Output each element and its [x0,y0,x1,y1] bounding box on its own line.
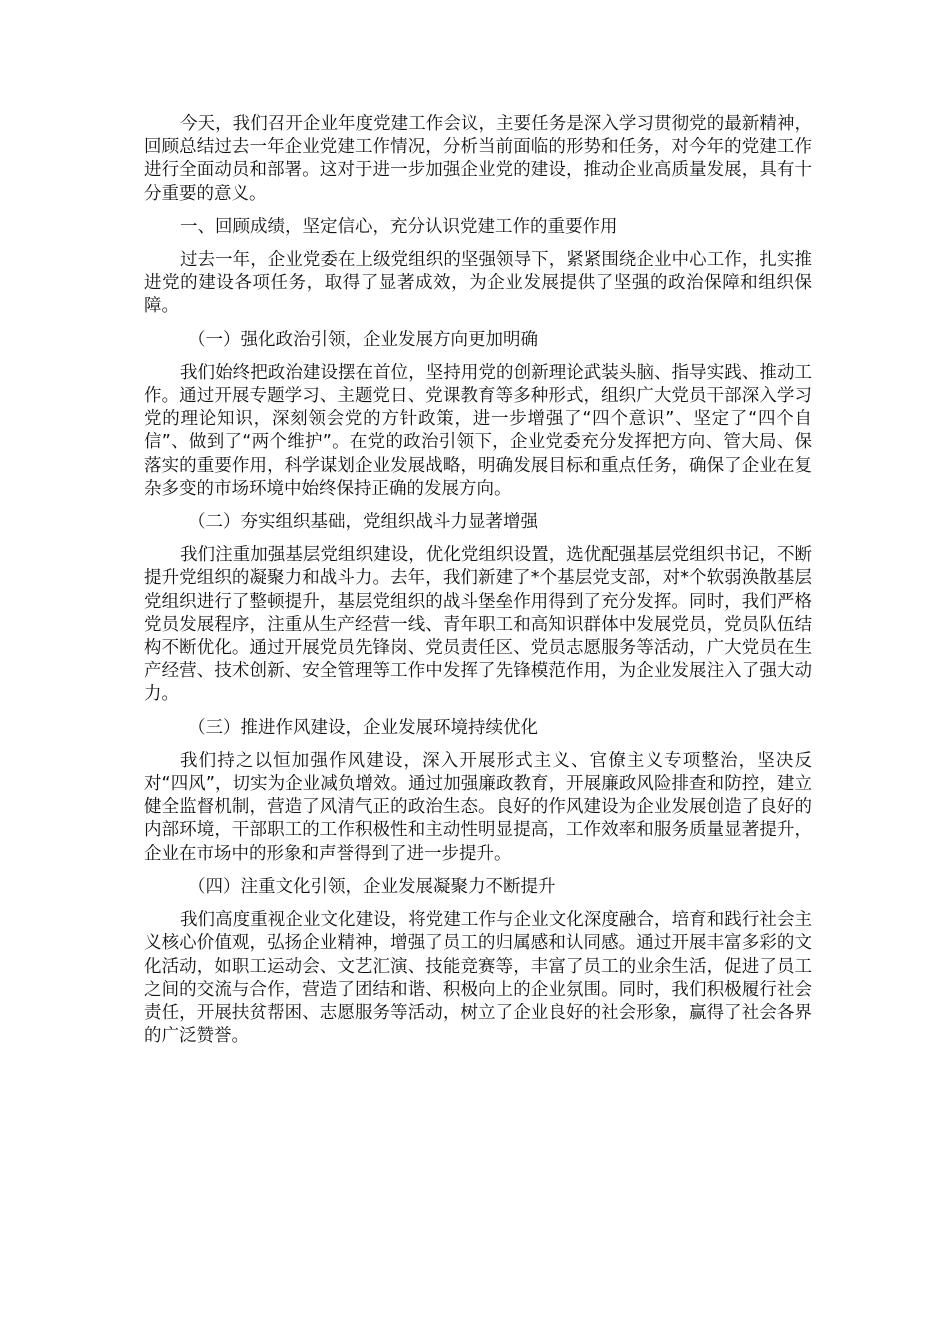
subsection-body-4: 我们高度重视企业文化建设，将党建工作与企业文化深度融合，培育和践行社会主义核心价值观，弘扬企业精神，增强了员工的归属感和认同感。通过开展丰富多彩的文化活动，如职工运动会、文艺汇演、技能竞赛等，丰富了员工的业余生活，促进了员工之间的交流与合作，营造了团结和谐、积极向上的企业氛围。同时，我们积极履行社会责任，开展扶贫帮困、志愿服务等活动，树立了企业良好的社会形象，赢得了社会各界的广泛赞誉。 [144,910,812,1047]
subsection-body-1: 我们始终把政治建设摆在首位，坚持用党的创新理论武装头脑、指导实践、推动工作。通过开展专题学习、主题党日、党课教育等多种形式，组织广大党员干部深入学习党的理论知识，深刻领会党的方针政策，进一步增强了“四个意识”、坚定了“四个自信”、做到了“两个维护”。在党的政治引领下，企业党委充分发挥把方向、管大局、保落实的重要作用，科学谋划企业发展战略，明确发展目标和重点任务，确保了企业在复杂多变的市场环境中始终保持正确的发展方向。 [144,362,812,499]
subsection-heading-3: （三）推进作风建设，企业发展环境持续优化 [188,717,538,738]
document-page [144,113,812,1058]
subsection-body-3: 我们持之以恒加强作风建设，深入开展形式主义、官僚主义专项整治，坚决反对“四风”，切实为企业减负增效。通过加强廉政教育，开展廉政风险排查和防控，建立健全监督机制，营造了风清气正的政治生态。良好的作风建设为企业发展创造了良好的内部环境，干部职工的工作积极性和主动性明显提高，工作效率和服务质量显著提升，企业在市场中的形象和声誉得到了进一步提升。 [144,750,812,864]
subsection-heading-1: （一）强化政治引领，企业发展方向更加明确 [188,329,538,350]
subsection-body-2: 我们注重加强基层党组织建设，优化党组织设置，选优配强基层党组织书记，不断提升党组织的凝聚力和战斗力。去年，我们新建了*个基层党支部，对*个软弱涣散基层党组织进行了整顿提升，基层党组织的战斗堡垒作用得到了充分发挥。同时，我们严格党员发展程序，注重从生产经营一线、青年职工和高知识群体中发展党员，党员队伍结构不断优化。通过开展党员先锋岗、党员责任区、党员志愿服务等活动，广大党员在生产经营、技术创新、安全管理等工作中发挥了先锋模范作用，为企业发展注入了强大动力。 [144,545,812,705]
section-body-1: 过去一年，企业党委在上级党组织的坚强领导下，紧紧围绕企业中心工作，扎实推进党的建设各项任务，取得了显著成效，为企业发展提供了坚强的政治保障和组织保障。 [144,250,812,317]
subsection-heading-2: （二）夯实组织基础，党组织战斗力显著增强 [188,512,538,533]
subsection-heading-4: （四）注重文化引领，企业发展凝聚力不断提升 [188,876,556,897]
intro-paragraph: 今天，我们召开企业年度党建工作会议，主要任务是深入学习贯彻党的最新精神，回顾总结过去一年企业党建工作情况，分析当前面临的形势和任务，对今年的党建工作进行全面动员和部署。这对于进一步加强企业党的建设，推动企业高质量发展，具有十分重要的意义。 [144,114,812,204]
section-heading-1: 一、回顾成绩，坚定信心，充分认识党建工作的重要作用 [180,216,618,237]
